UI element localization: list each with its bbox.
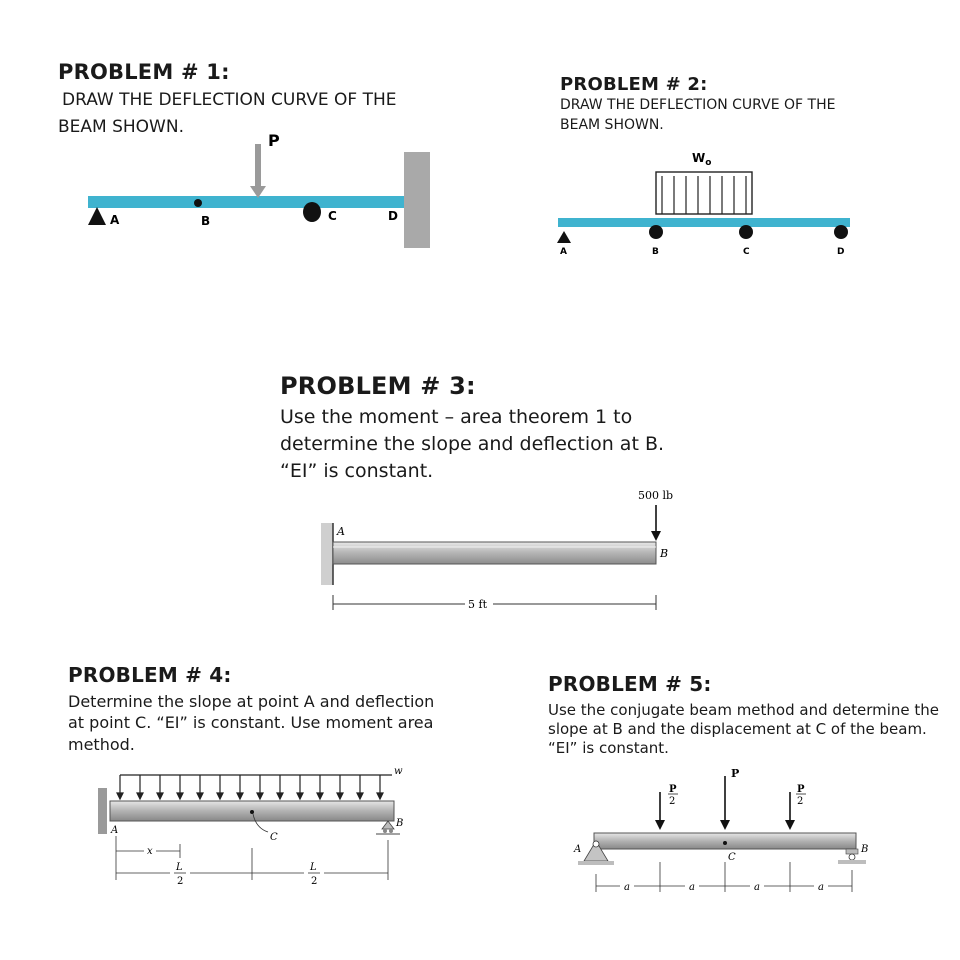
problem-5-title: PROBLEM # 5:: [548, 672, 712, 696]
load-label-w: w: [394, 766, 403, 777]
point-c: [250, 810, 254, 814]
problem-4-text-line3: method.: [68, 735, 135, 754]
problem-1-title: PROBLEM # 1:: [58, 60, 230, 84]
problem-4-text-line1: Determine the slope at point A and deflection: [68, 692, 435, 711]
roller-c: [303, 202, 321, 222]
distributed-load: [656, 172, 752, 214]
beam: [333, 542, 656, 564]
label-b: B: [861, 844, 869, 855]
problem-2-figure: [550, 140, 860, 265]
distributed-load-arrows: [117, 775, 383, 799]
load-label: 500 lb: [638, 489, 674, 502]
problem-1-figure: [80, 130, 440, 255]
span-label-2: a: [689, 882, 695, 893]
label-b: B: [201, 214, 211, 228]
label-b: B: [660, 547, 669, 560]
problem-1-text-line1: DRAW THE DEFLECTION CURVE OF THE: [62, 90, 397, 110]
roller-d: [834, 225, 848, 239]
label-d: D: [837, 247, 845, 257]
label-a: A: [574, 844, 582, 855]
roller-c: [739, 225, 753, 239]
load-side-den-1: 2: [669, 796, 676, 807]
problem-4-title: PROBLEM # 4:: [68, 663, 232, 687]
problem-5-text-line2: slope at B and the displacement at C of the beam.: [548, 720, 927, 738]
span-label-1: a: [624, 882, 630, 893]
problem-3-text-line1: Use the moment – area theorem 1 to: [280, 406, 633, 428]
problem-5-text-line1: Use the conjugate beam method and determine the: [548, 701, 940, 719]
problem-5-figure: [568, 762, 880, 902]
point-b: [194, 199, 202, 207]
problem-3-figure: [315, 485, 695, 620]
frac-num-1: L: [176, 862, 183, 873]
problem-5-text-line3: “EI” is constant.: [548, 739, 669, 757]
frac-num-2: L: [310, 862, 317, 873]
fixed-wall: [321, 523, 333, 585]
problem-2-text-line1: DRAW THE DEFLECTION CURVE OF THE: [560, 97, 836, 113]
label-a: A: [110, 213, 120, 227]
label-b: B: [652, 247, 659, 257]
roller-b: [846, 849, 858, 854]
load-label-p: P: [268, 131, 280, 150]
load-side-num-1: P: [669, 784, 677, 795]
beam: [88, 196, 404, 208]
label-c: C: [743, 247, 750, 257]
dimension-label: 5 ft: [468, 598, 487, 611]
label-a: A: [560, 247, 567, 257]
fixed-wall: [404, 152, 430, 248]
label-c: C: [270, 832, 278, 843]
span-label-3: a: [754, 882, 760, 893]
problem-2-title: PROBLEM # 2:: [560, 74, 708, 95]
label-a: A: [111, 825, 119, 836]
roller-b: [382, 821, 394, 829]
label-c: C: [728, 852, 736, 863]
problem-2-text-line2: BEAM SHOWN.: [560, 117, 664, 133]
wall: [98, 788, 107, 834]
x-label: x: [147, 846, 153, 857]
load-side-num-2: P: [797, 784, 805, 795]
problem-3-text-line2: determine the slope and deflection at B.: [280, 433, 665, 455]
pin-support-a: [88, 207, 106, 225]
roller-b: [649, 225, 663, 239]
beam: [558, 218, 850, 227]
label-b: B: [396, 818, 404, 829]
pin-support-a: [557, 231, 571, 243]
problem-3-title: PROBLEM # 3:: [280, 372, 476, 400]
load-label-wo: $W_o$: [692, 151, 712, 168]
problem-4-figure: [92, 760, 412, 895]
load-arrow: [250, 144, 266, 198]
label-c: C: [328, 209, 337, 223]
problem-4-text-line2: at point C. “EI” is constant. Use moment area: [68, 713, 434, 732]
problem-1-text-line2: BEAM SHOWN.: [58, 117, 184, 137]
span-label-4: a: [818, 882, 824, 893]
point-c: [723, 841, 727, 845]
frac-den-2: 2: [311, 876, 318, 887]
label-a: A: [337, 525, 345, 538]
problem-3-text-line3: “EI” is constant.: [280, 460, 434, 482]
label-d: D: [388, 209, 398, 223]
load-side-den-2: 2: [797, 796, 804, 807]
frac-den-1: 2: [177, 876, 184, 887]
load-center: P: [731, 767, 740, 780]
